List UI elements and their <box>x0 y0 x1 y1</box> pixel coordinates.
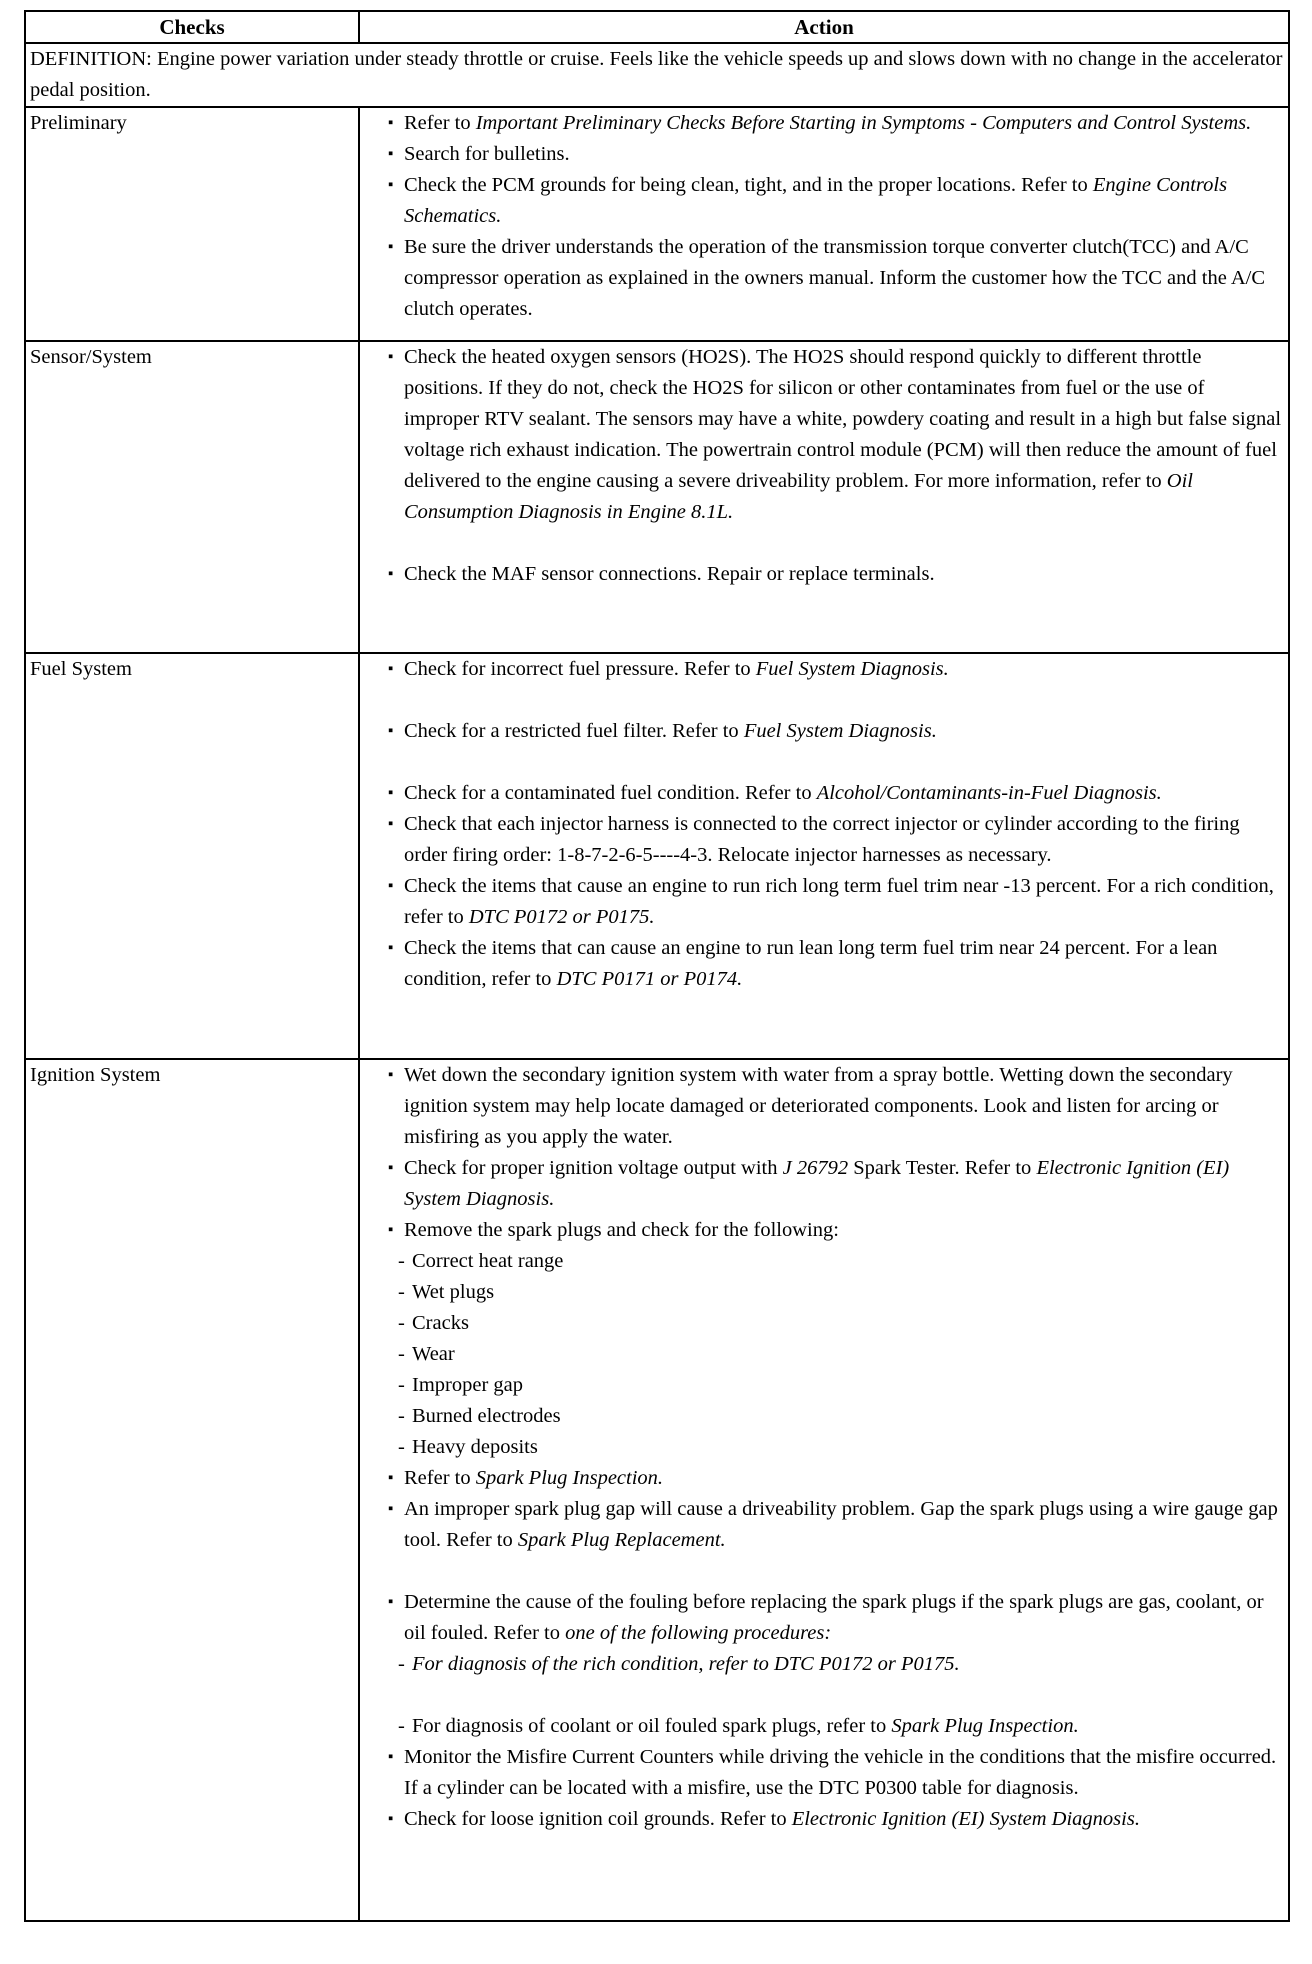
list-subitem: - For diagnosis of the rich condition, refer to DTC P0172 or P0175. <box>388 1649 1284 1680</box>
list-subitem: - Burned electrodes <box>388 1401 1284 1432</box>
list-subitem: - Cracks <box>388 1308 1284 1339</box>
list-item: ▪ Check for loose ignition coil grounds. Refer to Electronic Ignition (EI) System Diagnosis. <box>388 1804 1284 1835</box>
action-cell <box>359 107 1289 341</box>
list-subitem: - Improper gap <box>388 1370 1284 1401</box>
list-item: ▪ Check the MAF sensor connections. Repair or replace terminals. <box>388 559 1284 590</box>
list-item: ▪ Determine the cause of the fouling before replacing the spark plugs if the spark plugs are gas, coolant, or oil fouled. Refer to one of the following procedures: <box>388 1587 1284 1649</box>
action-cell <box>359 653 1289 1059</box>
list-item: ▪ Monitor the Misfire Current Counters while driving the vehicle in the conditions that the misfire occurred. If a cylinder can be located with a misfire, use the DTC P0300 table for diagnosis. <box>388 1742 1284 1804</box>
row-label: Fuel System <box>25 653 359 1059</box>
list-item: ▪ Remove the spark plugs and check for the following: <box>388 1215 1284 1246</box>
header-row <box>25 11 1289 43</box>
list-subitem: - Wet plugs <box>388 1277 1284 1308</box>
list-subitem: - Correct heat range <box>388 1246 1284 1277</box>
list-item: ▪ Check for proper ignition voltage output with J 26792 Spark Tester. Refer to Electronic Ignition (EI) System Diagnosis. <box>388 1153 1284 1215</box>
list-item: ▪ Refer to Spark Plug Inspection. <box>388 1463 1284 1494</box>
list-item: ▪ Wet down the secondary ignition system with water from a spray bottle. Wetting down the secondary ignition system may help locate damaged or deteriorated components. Look and listen for arcing or misfiring as you apply the water. <box>388 1060 1284 1153</box>
table-row-fuel-system <box>25 653 1289 1059</box>
list-item: ▪ Search for bulletins. <box>388 139 1284 170</box>
table-row-preliminary <box>25 107 1289 341</box>
list-item: ▪ An improper spark plug gap will cause a driveability problem. Gap the spark plugs using a wire gauge gap tool. Refer to Spark Plug Replacement. <box>388 1494 1284 1556</box>
table-row-ignition-system <box>25 1059 1289 1921</box>
list-item: ▪ Check the heated oxygen sensors (HO2S). The HO2S should respond quickly to different throttle positions. If they do not, check the HO2S for silicon or other contaminates from fuel or the use of improper RTV sealant. The sensors may have a white, powdery coating and result in a high but false signal voltage rich exhaust indication. The powertrain control module (PCM) will then reduce the amount of fuel delivered to the engine causing a severe driveability problem. For more information, refer to Oil Consumption Diagnosis in Engine 8.1L. <box>388 342 1284 528</box>
list-item: ▪ Check for a contaminated fuel condition. Refer to Alcohol/Contaminants-in-Fuel Diagnosis. <box>388 778 1284 809</box>
table-row-sensor-system <box>25 341 1289 653</box>
list-item: ▪ Be sure the driver understands the operation of the transmission torque converter clutch(TCC) and A/C compressor operation as explained in the owners manual. Inform the customer how the TCC and the A/C clutch operates. <box>388 232 1284 325</box>
list-item: ▪ Check the items that cause an engine to run rich long term fuel trim near -13 percent. For a rich condition, refer to DTC P0172 or P0175. <box>388 871 1284 933</box>
action-cell <box>359 1059 1289 1921</box>
row-label: Preliminary <box>25 107 359 341</box>
row-label: Ignition System <box>25 1059 359 1921</box>
list-subitem: - For diagnosis of coolant or oil fouled spark plugs, refer to Spark Plug Inspection. <box>388 1711 1284 1742</box>
list-subitem: - Heavy deposits <box>388 1432 1284 1463</box>
row-label: Sensor/System <box>25 341 359 653</box>
diagnostic-table <box>24 10 1290 1922</box>
checks-header: Checks <box>25 11 359 43</box>
action-cell <box>359 341 1289 653</box>
list-item: ▪ Check the PCM grounds for being clean, tight, and in the proper locations. Refer to Engine Controls Schematics. <box>388 170 1284 232</box>
action-header: Action <box>359 11 1289 43</box>
definition-row <box>25 43 1289 107</box>
list-item: ▪ Check for incorrect fuel pressure. Refer to Fuel System Diagnosis. <box>388 654 1284 685</box>
list-item: ▪ Check for a restricted fuel filter. Refer to Fuel System Diagnosis. <box>388 716 1284 747</box>
list-item: ▪ Refer to Important Preliminary Checks Before Starting in Symptoms - Computers and Control Systems. <box>388 108 1284 139</box>
list-item: ▪ Check the items that can cause an engine to run lean long term fuel trim near 24 percent. For a lean condition, refer to DTC P0171 or P0174. <box>388 933 1284 995</box>
definition-text: DEFINITION: Engine power variation under steady throttle or cruise. Feels like the vehicle speeds up and slows down with no change in the accelerator pedal position. <box>25 43 1289 107</box>
list-item: ▪ Check that each injector harness is connected to the correct injector or cylinder according to the firing order firing order: 1-8-7-2-6-5----4-3. Relocate injector harnesses as necessary. <box>388 809 1284 871</box>
list-subitem: - Wear <box>388 1339 1284 1370</box>
